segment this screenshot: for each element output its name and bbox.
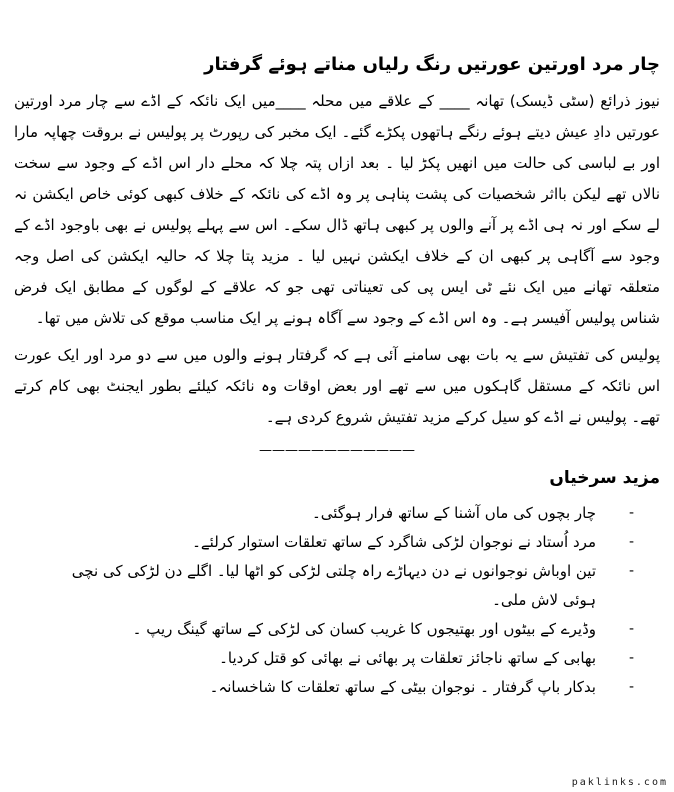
headline-item bbox=[14, 615, 660, 644]
headline-text: بھابی کے ساتھ ناجائز تعلقات پر بھائی نے بھائی کو قتل کردیا۔ bbox=[219, 649, 596, 667]
headline-item bbox=[14, 557, 660, 615]
headline-list bbox=[14, 499, 660, 702]
article-paragraph-1: نیوز ذرائع (سٹی ڈیسک) تھانہ ____ کے علاقے میں محلہ ____میں ایک نائکہ کے اڈے سے چار مرد اورتین عورتیں دادِ عیش دیتے ہوئے رنگے ہاتھوں پکڑے گئے۔ ایک مخبر کی رپورٹ پر پولیس نے بروقت چھاپہ مارا اور بے لباسی کی حالت میں انھیں پکڑ لیا ۔ بعد ازاں پتہ چلا کہ محلے دار اس اڈے کے وجود سے سخت نالاں تھے لیکن بااثر شخصیات کی پشت پناہی پر وہ اڈے کی نائکہ کے خلاف کبھی کوئی خاص ایکشن نہ لے سکے اور نہ ہی اڈے پر آنے والوں پر کبھی ہاتھ ڈال سکے۔ اس سے پہلے پولیس نے بھی باوجود اڈے کے وجود سے آگاہی پر کبھی ان کے خلاف ایکشن نہیں لیا ۔ مزید پتا چلا کہ حالیہ ایکشن کی اصل وجہ متعلقہ تھانے میں ایک نئے ٹی ایس پی کی تعیناتی تھی جو کہ علاقے کے لوگوں کے مطابق ایک فرض شناس پولیس آفیسر ہے۔ وہ اس اڈے کے وجود سے آگاہ ہونے پر ایک مناسب موقع کی تلاش میں تھا۔ bbox=[14, 92, 660, 327]
headline-item bbox=[14, 673, 660, 702]
article-title: چار مرد اورتین عورتیں رنگ رلیاں مناتے ہوئے گرفتار bbox=[204, 54, 660, 75]
bullet-dash-icon: - bbox=[628, 534, 634, 550]
headline-text: بدکار باپ گرفتار ۔ نوجوان بیٹی کے ساتھ تعلقات کا شاخسانہ۔ bbox=[209, 678, 596, 696]
more-headlines-heading: مزید سرخیاں bbox=[549, 468, 660, 488]
section-separator: ———————————— bbox=[259, 443, 415, 458]
bullet-dash-icon: - bbox=[628, 563, 634, 579]
bullet-dash-icon: - bbox=[628, 679, 634, 695]
headline-item bbox=[14, 499, 660, 528]
article-paragraph-2: پولیس کی تفتیش سے یہ بات بھی سامنے آئی ہے کہ گرفتار ہونے والوں میں سے دو مرد اور ایک عورت اس نائکہ کے مستقل گاہکوں میں سے تھے اور بعض اوقات وہ نائکہ کیلئے بطور ایجنٹ بھی کام کرتے تھے۔ پولیس نے اڈے کو سیل کرکے مزید تفتیش شروع کردی ہے۔ bbox=[14, 346, 660, 426]
bullet-dash-icon: - bbox=[628, 505, 634, 521]
headline-text: مرد اُستاد نے نوجوان لڑکی شاگرد کے ساتھ تعلقات استوار کرلئے۔ bbox=[192, 533, 596, 551]
headline-text: چار بچوں کی ماں آشنا کے ساتھ فرار ہوگئی۔ bbox=[311, 504, 596, 522]
headline-item bbox=[14, 644, 660, 673]
headline-text: تین اوباش نوجوانوں نے دن دیہاڑے راہ چلتی لڑکی کو اٹھا لیا۔ اگلے دن لڑکی کی نچی ہوئی لاش ملی۔ bbox=[71, 562, 596, 609]
headline-text: وڈیرے کے بیٹوں اور بھتیجوں کا غریب کسان کی لڑکی کے ساتھ گینگ ریپ ۔ bbox=[132, 620, 596, 638]
bullet-dash-icon: - bbox=[628, 650, 634, 666]
paklinks-watermark: paklinks.com bbox=[571, 777, 668, 788]
bullet-dash-icon: - bbox=[628, 621, 634, 637]
article-content bbox=[0, 50, 674, 702]
headline-item bbox=[14, 528, 660, 557]
